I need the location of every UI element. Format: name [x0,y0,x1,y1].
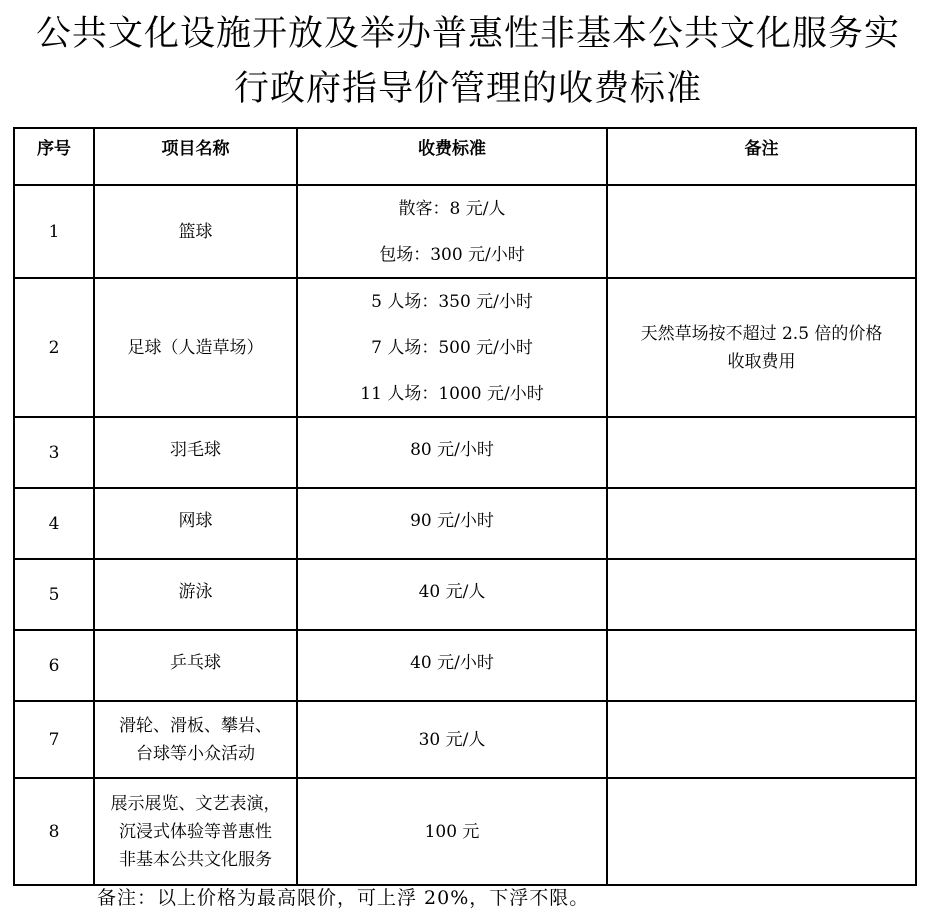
table-header-row [14,128,916,185]
document-title-line-1: 公共文化设施开放及举办普惠性非基本公共文化服务实 [35,14,900,54]
document-title-line-2: 行政府指导价管理的收费标准 [233,69,702,109]
item-line: 非基本公共文化服务 [119,849,272,870]
row-fee [297,185,607,278]
row-no: 6 [14,630,94,701]
item-line: 网球 [178,511,213,531]
row-item [94,630,297,701]
table-row [14,417,916,488]
row-no: 8 [14,778,94,885]
footnote: 备注：以上价格为最高限价，可上浮 20%，下浮不限。 [97,887,590,909]
row-item [94,185,297,278]
row-no: 2 [14,278,94,417]
row-fee [297,778,607,885]
header-item: 项目名称 [94,128,297,185]
table-row [14,488,916,559]
fee-line: 40 元/人 [418,582,486,602]
fee-line: 包场：300 元/小时 [379,244,525,265]
header-remark: 备注 [607,128,916,185]
item-line: 滑轮、滑板、攀岩、 [119,715,272,736]
row-fee [297,488,607,559]
row-no: 3 [14,417,94,488]
fee-line: 11 人场：1000 元/小时 [360,383,544,404]
row-remark [607,185,916,278]
item-line: 乒乓球 [170,653,221,673]
row-item [94,559,297,630]
row-item [94,417,297,488]
row-fee [297,701,607,778]
fee-line: 80 元/小时 [410,440,494,460]
row-remark [607,278,916,417]
row-item [94,701,297,778]
fee-line: 90 元/小时 [410,511,494,531]
row-no: 7 [14,701,94,778]
header-no: 序号 [14,128,94,185]
item-line: 足球（人造草场） [127,337,264,358]
header-fee: 收费标准 [297,128,607,185]
row-fee [297,559,607,630]
row-fee [297,278,607,417]
row-item [94,278,297,417]
row-fee [297,630,607,701]
table-row [14,185,916,278]
item-line: 沉浸式体验等普惠性 [119,821,272,842]
remark-line: 收取费用 [727,351,796,372]
row-no: 1 [14,185,94,278]
row-remark [607,559,916,630]
table-row [14,630,916,701]
row-remark [607,417,916,488]
fee-line: 5 人场：350 元/小时 [371,291,533,312]
row-fee [297,417,607,488]
row-remark [607,701,916,778]
row-remark [607,488,916,559]
item-line: 篮球 [178,221,213,242]
item-line: 台球等小众活动 [136,743,255,764]
row-item [94,488,297,559]
table-row [14,701,916,778]
row-no: 4 [14,488,94,559]
fee-line: 30 元/人 [418,729,486,750]
item-line: 羽毛球 [170,440,221,460]
fee-line: 100 元 [424,821,480,842]
fee-line: 7 人场：500 元/小时 [371,337,533,358]
row-remark [607,778,916,885]
item-line: 展示展览、文艺表演， [110,793,281,814]
row-no: 5 [14,559,94,630]
fee-standard-table [13,127,917,886]
fee-line: 40 元/小时 [410,653,494,673]
item-line: 游泳 [178,582,213,602]
fee-line: 散客：8 元/人 [398,198,506,219]
row-remark [607,630,916,701]
table-row [14,559,916,630]
remark-line: 天然草场按不超过 2.5 倍的价格 [640,323,883,344]
row-item [94,778,297,885]
table-row [14,278,916,417]
table-row [14,778,916,885]
